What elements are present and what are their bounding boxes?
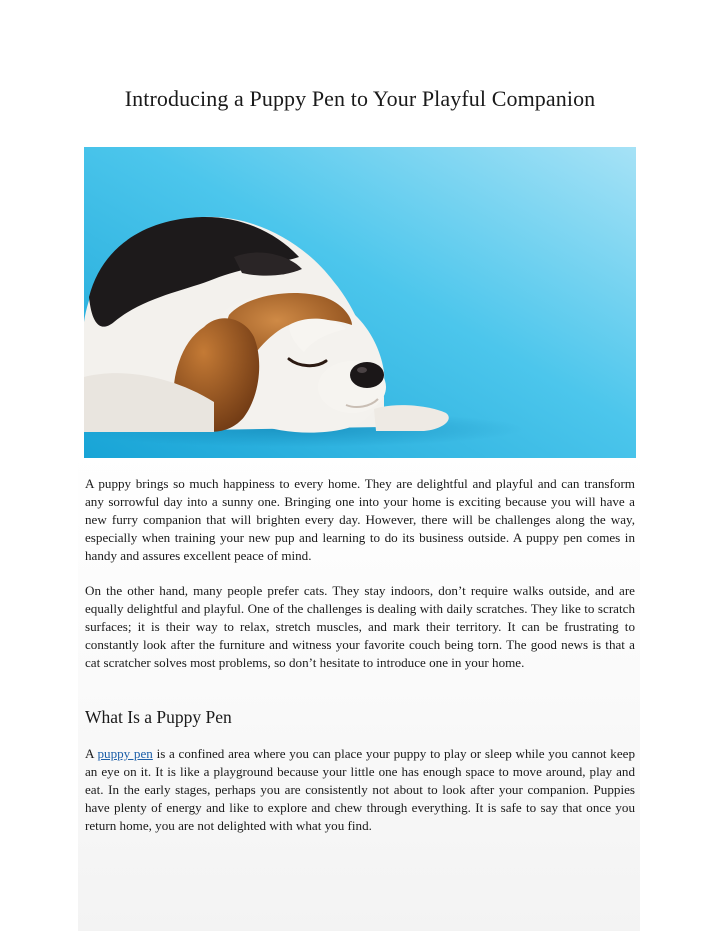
page-title: Introducing a Puppy Pen to Your Playful Companion — [124, 86, 596, 111]
puppy-photo — [84, 147, 636, 458]
puppy-nose — [350, 362, 384, 388]
puppy-pen-link[interactable]: puppy pen — [97, 746, 153, 761]
paragraph-text: is a confined area where you can place your puppy to play or sleep while you cannot keep an eye on it. It is like a playground because your little one has enough space to move around, play and eat. In the early stages, perhaps you are consistently not about to look after your companion. Puppies have plenty of energy and like to explore and chew through everything. It is safe to say that once you return home, you are not delighted with what you find. — [85, 746, 635, 834]
cats-paragraph: On the other hand, many people prefer cats. They stay indoors, don’t require walks outside, and are equally delightful and playful. One of the challenges is dealing with daily scratches. They like to scratch surfaces; it is their way to relax, stretch muscles, and mark their territory. It can be frustrating to constantly look after the furniture and witness your favorite couch being torn. The good news is that a cat scratcher solves most problems, so don’t hesitate to introduce one in your home. — [85, 583, 635, 671]
paragraph-prefix: A — [85, 746, 98, 761]
sleeping-puppy-illustration — [84, 147, 636, 458]
intro-paragraph: A puppy brings so much happiness to every home. They are delightful and playful and can transform any sorrowful day into a sunny one. Bringing one into your home is exciting because you will have a new furry companion that will brighten every day. However, there will be challenges along the way, especially when training your new pup and learning to do its business outside. A puppy pen comes in handy and assures excellent peace of mind. — [85, 476, 635, 564]
puppy-pen-paragraph — [85, 745, 635, 835]
section-heading: What Is a Puppy Pen — [85, 707, 232, 727]
nose-highlight — [357, 367, 367, 373]
